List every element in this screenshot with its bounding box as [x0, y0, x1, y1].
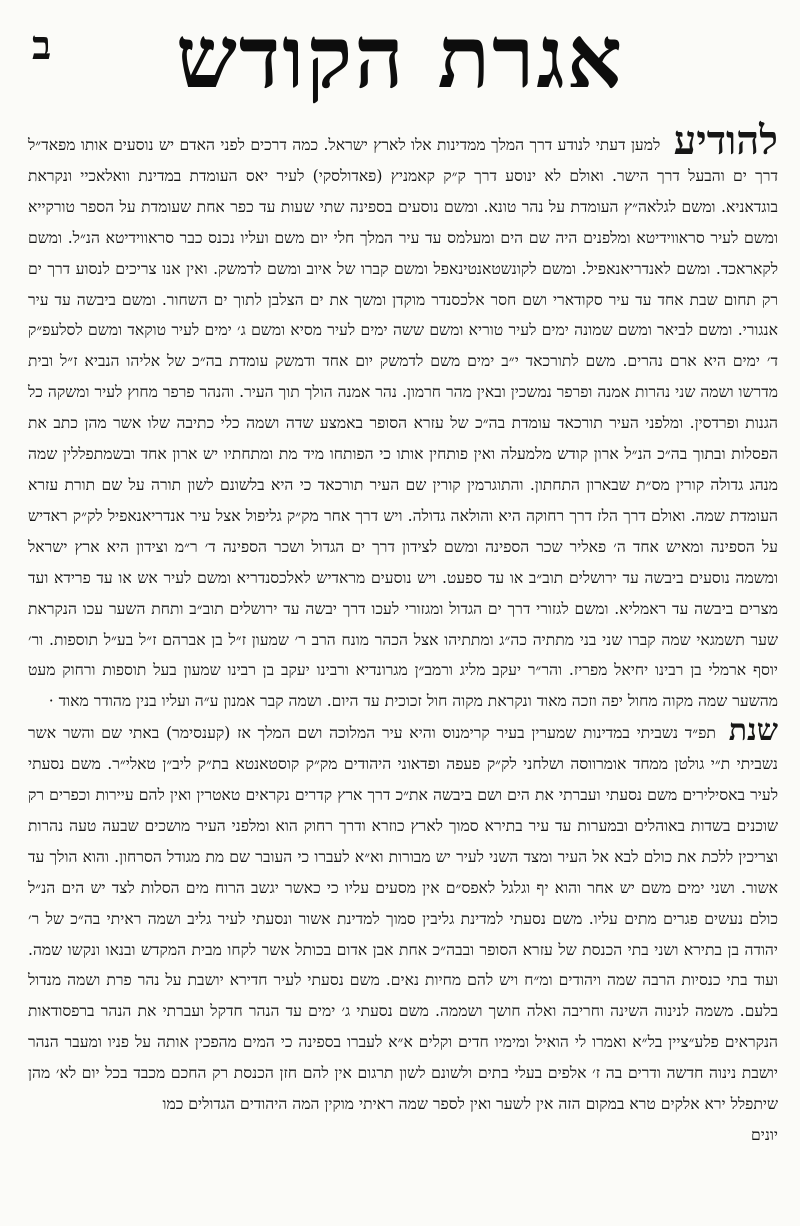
header [20, 8, 780, 118]
page-title: אגרת הקודש [176, 7, 624, 108]
paragraph-lead-word: להודיע [673, 117, 778, 164]
paragraph-text: תפ״ד נשביתי במדינות שמערין בעיר קרימנוס והיא עיר המלוכה ושם המלך אז (קענסימר) באתי שם והשר אשר נשביתי ת״י גולטן ממחד אומרווסה ושלחני לק״ק פעפה ופדאוני היהודים מק״ק קוסטאנטא בת״ק ליב״ן טאלי״ר. משם נסעתי לעיר באסילירים משם נסעתי ועברתי את הים ושם ביבשה את״כ דרך ארץ קדרים נקראים טאטרין ואין להם עיירות וכפרים רק שוכנים בשדות באוהלים ובמערות עד עיר בתירא סמוך לארץ כוזרא ודרך רחוק הוא ומלפני העיר מושכים שבעה טעה נהרות וצריכין ללכת את כולם לבא אל העיר ומצד השני לעיר יש מבורות וא״א לעברו כי העובר שם מת מגודל הסרחון. והוא הולך עד אשור. ושני ימים משם יש אחר והוא יף וגלגל לאפס״ם אין מסעים עליו כי כאשר יגשב הרוח מים הסלות לצד יש הים הנ״ל כולם נעשים פגרים מתים עליו. משם נסעתי למדינת גליבין סמוך למדינת אשור ונסעתי לעיר גליב ושמה ראיתי בה״כ של ר׳ יהודה בן בתירא ושני בתי הכנסת של עזרא הסופר ובבה״כ אחת אבן אדום בכותל אשר לקחו מבית המקדש ובנאו ונקשו שמה. ועוד בתי כנסיות הרבה שמה ויהודים ומ״ח ויש להם מחיות נאים. משם נסעתי לעיר חדירא יושבת על נהר פרת ושמה מנדול בלעם. משמה לנינוה השינה וחריבה ואלה חושך ושממה. משם נסעתי ג׳ ימים עד הנהר חדקל ועברתי את הנהר ברפסודאות הנקראים פלע״ציין בל״א ואמרו לי הואיל ומימיו חדים וקלים א״א לעברו בספינה כי המים מהפכין אותה על פניו ומעבר הנהר יושבת נינוה חדשה ודרים בה ז׳ אלפים בעלי בתים ולשונם לשון תרגום אין להם חזן הכנסת רק החכם מכבד בכל יום לא׳ מהן שיתפלל ירא אלקים טרא במקום הזה אין לשער ואין לספר שמה ראיתי מוקין המה היהודים הגדולים כמו [28, 724, 778, 1114]
paragraph [28, 713, 778, 1120]
final-line: יונים [751, 1126, 778, 1144]
paragraph-text: למען דעתי לנודע דרך המלך ממדינות אלו לארץ ישראל. כמה דרכים לפני האדם יש נוסעים אותו מפאד״ל דרך ים והבעל דרך הישר. ואולם לא ינוסע דרך ק״ק קאמניץ (פאדולסקי) לעיר יאס העומדת במדינת וואלאכיי ונקראת בוגדאניא. ומשם לגלאה״ץ העומדת על נהר טונא. ומשם נוסעים בספינה שתי שעות עד כפר אחת שעומדת על הספר טורקייא ומשם לעיר סראווידיטא ומלפנים היה שם הים ומעלמס עד עיר המלך חלי יום משם ועליו נכנס כבר סראווידיטא הנ״ל. ומשם לקאראכד. ומשם לאנדריאנאפיל. ומשם לקונשטאנטינאפל ומשם קברו של איוב ומשם לדמשק. ואין אנו צריכים לנסוע דרך ים רק תחום שבת אחד עד עיר סקודארי ושם חסר אלכסנדר מוקדן ומשך את ים הצלבן לתוך ים השחור. ומשם ביבשה עד עיר אנגורי. ומשם לביאר ומשם שמונה ימים לעיר טוריא ומשם ששה ימים לעיר מסיא ומשם ג׳ ימים לעיר טוקאד ומשם לסלעפ״ק ד׳ ימים היא ארם נהרים. משם לתורכאד י״ב ימים משם לדמשק יום אחד ודמשק עומדת בה״כ של אליהו הנביא ז״ל ובית מדרשו ושמה שני נהרות אמנה ופרפר נמשכין ובאין מהר חרמון. נהר אמנה הולך תוך העיר. והנהר פרפר מחוץ לעיר ומשקה כל הגנות ופרדסין. ומלפני העיר תורכאד עומדת בה״כ של עזרא הסופר באמצע שדה ושמה כלי כתיבה שלו אשר מהן כתב את הפסלות ובתוך בה״כ הנ״ל ארון קודש מלמעלה ואין פותחין אותו כי הפותחו מיד מת ומתחתיו יש ארון אחד ובשמתפללין שמה מנהג גדולה קורין מס״ת שבארון התחתון. והתוגרמין קורין שם העיר תורכאד כי היא בלשונם לשון תורה על שם תורת עזרא העומדת שמה. ואולם דרך הלז דרך רחוקה היא והולאה גדולה. ויש דרך אחר מק״ק גליפול אצל עיר אנדריאנאפיל לק״ק ראדיש על הספינה ומאיש אחד ה׳ פאליר שכר הספינה ומשם לצידון דרך ים הגדול ושכר הספינה ד׳ ר״מ וצידון היא ארץ ישראל ומשמה נוסעים ביבשה עד ירושלים תוב״ב או עד ספעט. ויש נוסעים מראדיש לאלכסנדריא ומשם לעיר אש או עד פרידא ועד מצרים ביבשה עד ראמליא. ומשם לגזורי דרך ים הגדול ומגזורי לעכו דרך יבשה עד ירושלים תוב״ב ותחת השער עכו הנקראת שער תשמגאי שמה קברו שני בני מתתיה כה״ג ומתתיהו אצל הכהר מונח הרב ר׳ שמעון ז״ל בן אברהם ז״ל בע״ל תוספות. ור׳ יוסף ארמלי בן רבינו יחיאל מפריז. והר״ר יעקב מליג ורמב״ן מגרונדיא ורבינו יעקב בן רבינו שמעון בעל תוספות ורחוק מעט מהשער שמה מקוה מחול יפה וזכה מאוד ונקראת מקוה חול זכוכית עד היום. ושמה קבר אמנון ע״ה ועליו בנין מהודר מאוד · [28, 136, 778, 711]
paragraph [28, 117, 778, 717]
body-text [28, 117, 778, 1151]
page-number: ב [32, 22, 52, 69]
paragraph-lead-word: שנת [728, 713, 778, 749]
